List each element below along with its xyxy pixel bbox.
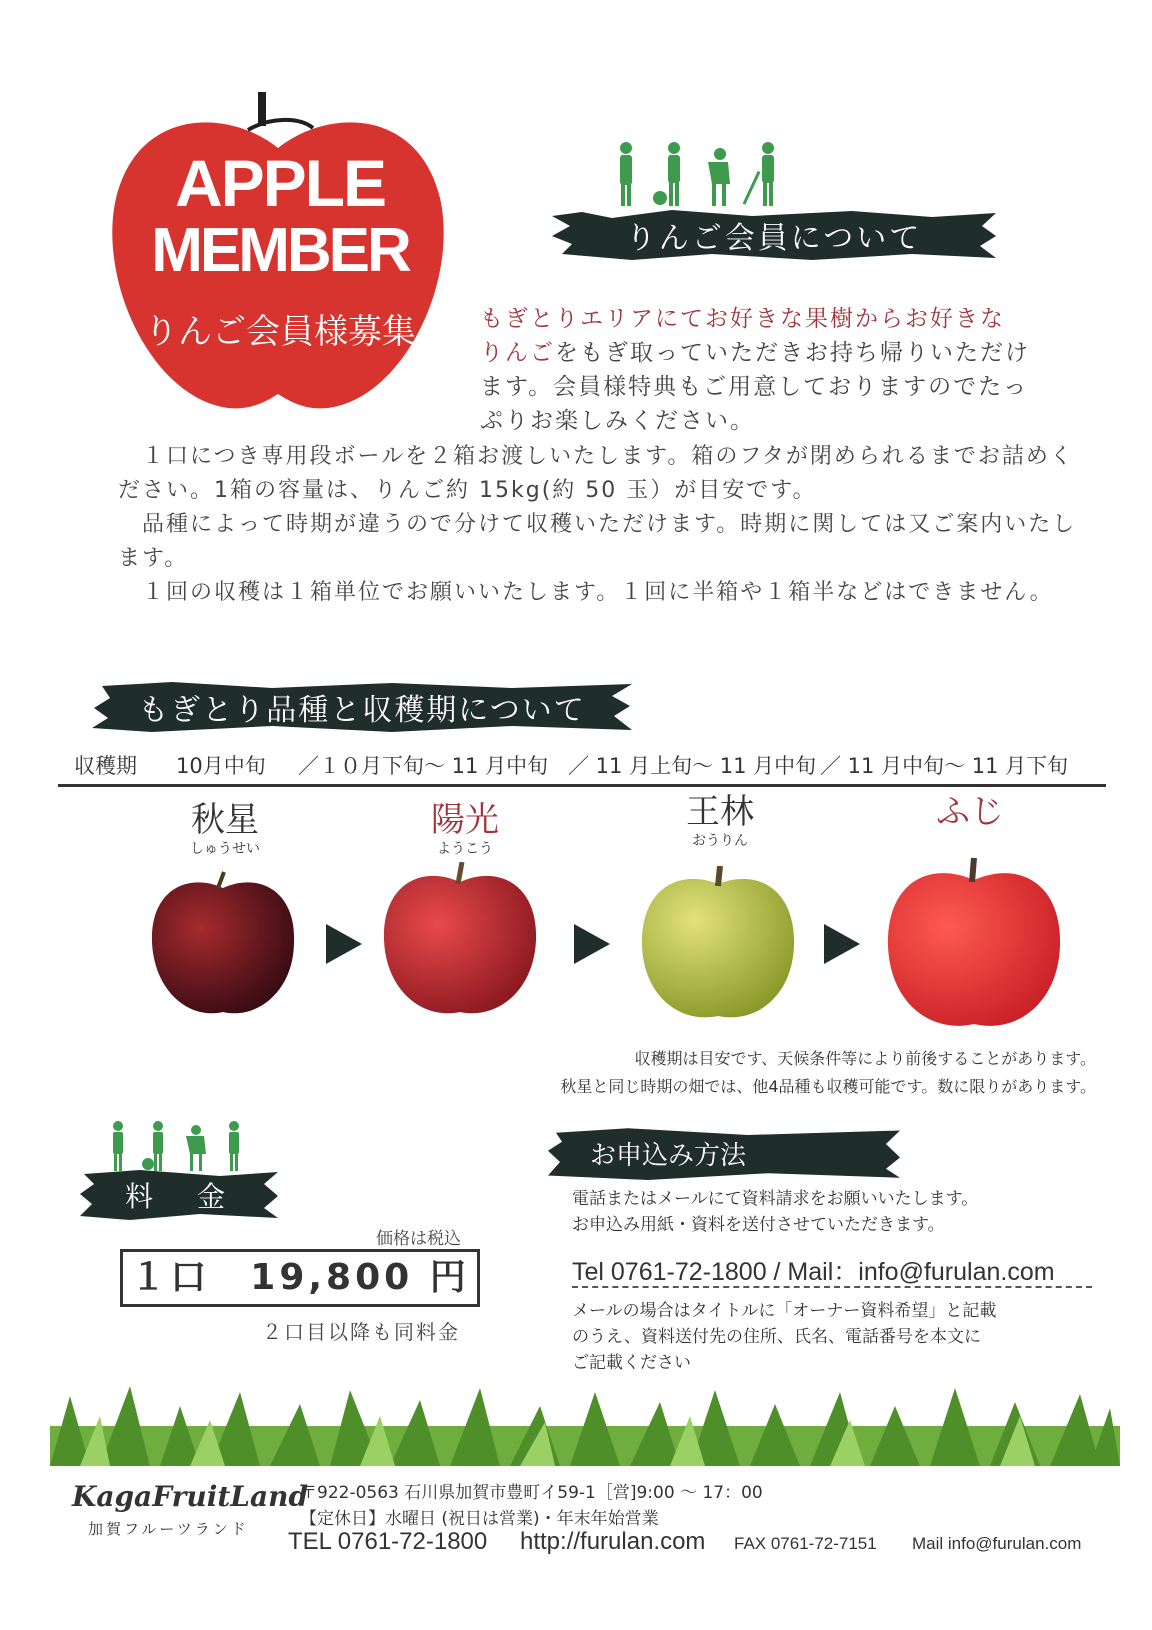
footer-fax: FAX 0761-72-7151 xyxy=(734,1534,877,1553)
variety-name: 陽光 xyxy=(431,800,499,840)
price-banner xyxy=(80,1168,278,1222)
price-title: 料 金 xyxy=(124,1180,233,1213)
contact-info: Tel 0761-72-1800 / Mail：info@furulan.com xyxy=(572,1258,1055,1286)
apple-fuji-image xyxy=(884,856,1064,1036)
body-paragraph-2: 品種によって時期が違うので分けて収穫いただけます。時期に関しては又ご案内いたします。 xyxy=(118,512,1077,571)
footer-mail-link[interactable]: Mail info@furulan.com xyxy=(912,1534,1082,1553)
price-note: ２口目以降も同料金 xyxy=(262,1320,460,1344)
intro-rest-1: をもぎ取っていただきお持ち帰りいただけ xyxy=(555,340,1030,366)
mail-note-1: メールの場合はタイトルに「オーナー資料希望」と記載 xyxy=(572,1301,997,1321)
about-banner xyxy=(552,208,996,262)
varieties-title: もぎとり品種と収穫期について xyxy=(138,693,586,728)
footer-logo: KagaFruitLand xyxy=(72,1480,309,1513)
price-amount: １口 19,800 円 xyxy=(120,1249,480,1307)
mail-note-2: のうえ、資料送付先の住所、氏名、電話番号を本文に xyxy=(572,1327,982,1347)
mail-note-3: ご記載ください xyxy=(572,1353,691,1373)
variety-youkou xyxy=(390,800,540,858)
intro-rest-2: ます。会員様特典もご用意しておりますのでたっ xyxy=(480,374,1029,400)
harvest-period-4: ／ 11 月中旬～ 11 月下旬 xyxy=(820,754,1069,778)
apple-youkou-image xyxy=(380,862,540,1022)
body-paragraph-1: １口につき専用段ボールを２箱お渡しいたします。箱のフタが閉められるまでお詰めください。1箱の容量は、りんご約 15kg(約 50 玉）が目安です。 xyxy=(118,444,1074,503)
about-title: りんご会員について xyxy=(625,221,923,256)
logo-subtitle: りんご会員様募集 xyxy=(144,312,416,352)
variety-reading: しゅうせい xyxy=(190,841,260,857)
footer-address: 〒922-0563 石川県加賀市豊町イ59-1［営]9:00 ～ 17：00 xyxy=(300,1483,763,1503)
apple-shusei-image xyxy=(148,870,298,1020)
variety-fuji xyxy=(895,792,1045,832)
apply-line-1: 電話またはメールにて資料請求をお願いいたします。 xyxy=(572,1189,979,1209)
intro-highlight-2: りんご xyxy=(480,340,555,366)
footer-logo-sub: 加賀フルーツランド xyxy=(88,1520,249,1538)
grass-decoration xyxy=(50,1386,1120,1466)
variety-reading: ようこう xyxy=(437,841,493,857)
body-paragraph-3: １回の収穫は１箱単位でお願いいたします。１回に半箱や１箱半などはできません。 xyxy=(142,580,1054,605)
arrow-right-icon xyxy=(824,924,860,964)
footer-url-link[interactable]: http://furulan.com xyxy=(520,1528,706,1555)
arrow-right-icon xyxy=(574,924,610,964)
farmers-icon xyxy=(108,1120,248,1172)
tax-note: 価格は税込 xyxy=(376,1229,461,1249)
varieties-banner xyxy=(92,680,632,734)
intro-highlight-1: もぎとりエリアにてお好きな果樹からお好きな xyxy=(480,306,1005,332)
harvest-note-2: 秋星と同じ時期の畑では、他4品種も収穫可能です。数に限りがあります。 xyxy=(560,1077,1096,1096)
harvest-period-2: ／１０月下旬～ 11 月中旬 xyxy=(298,754,549,778)
body-text xyxy=(118,440,1078,610)
harvest-label: 収穫期 xyxy=(74,754,137,778)
variety-name: ふじ xyxy=(936,792,1004,832)
apple-ourin-image xyxy=(638,866,798,1026)
divider xyxy=(58,784,1106,787)
apply-line-2: お申込み用紙・資料を送付させていただきます。 xyxy=(572,1215,945,1235)
footer-tel[interactable]: TEL 0761-72-1800 xyxy=(288,1528,488,1555)
divider xyxy=(572,1286,1092,1288)
intro-text xyxy=(480,302,1050,438)
variety-ourin xyxy=(645,792,795,850)
harvest-note-1: 収穫期は目安です、天候条件等により前後することがあります。 xyxy=(634,1049,1096,1068)
intro-rest-3: ぷりお楽しみください。 xyxy=(480,408,755,434)
variety-reading: おうりん xyxy=(692,833,748,849)
harvest-period-3: ／ 11 月上旬～ 11 月中旬 xyxy=(568,754,817,778)
harvest-periods xyxy=(60,750,1100,784)
variety-name: 秋星 xyxy=(191,800,259,840)
variety-shusei xyxy=(150,800,300,858)
footer-closed: 【定休日】水曜日 (祝日は営業)・年末年始営業 xyxy=(300,1509,659,1529)
variety-name: 王林 xyxy=(686,792,754,832)
harvest-period-1: 10月中旬 xyxy=(176,754,266,778)
apply-title: お申込み方法 xyxy=(589,1140,746,1171)
logo-apple: APPLE xyxy=(174,146,386,220)
arrow-right-icon xyxy=(326,924,362,964)
logo-member: MEMBER xyxy=(151,216,409,285)
apply-banner xyxy=(548,1126,900,1180)
farmers-icon xyxy=(612,140,792,210)
